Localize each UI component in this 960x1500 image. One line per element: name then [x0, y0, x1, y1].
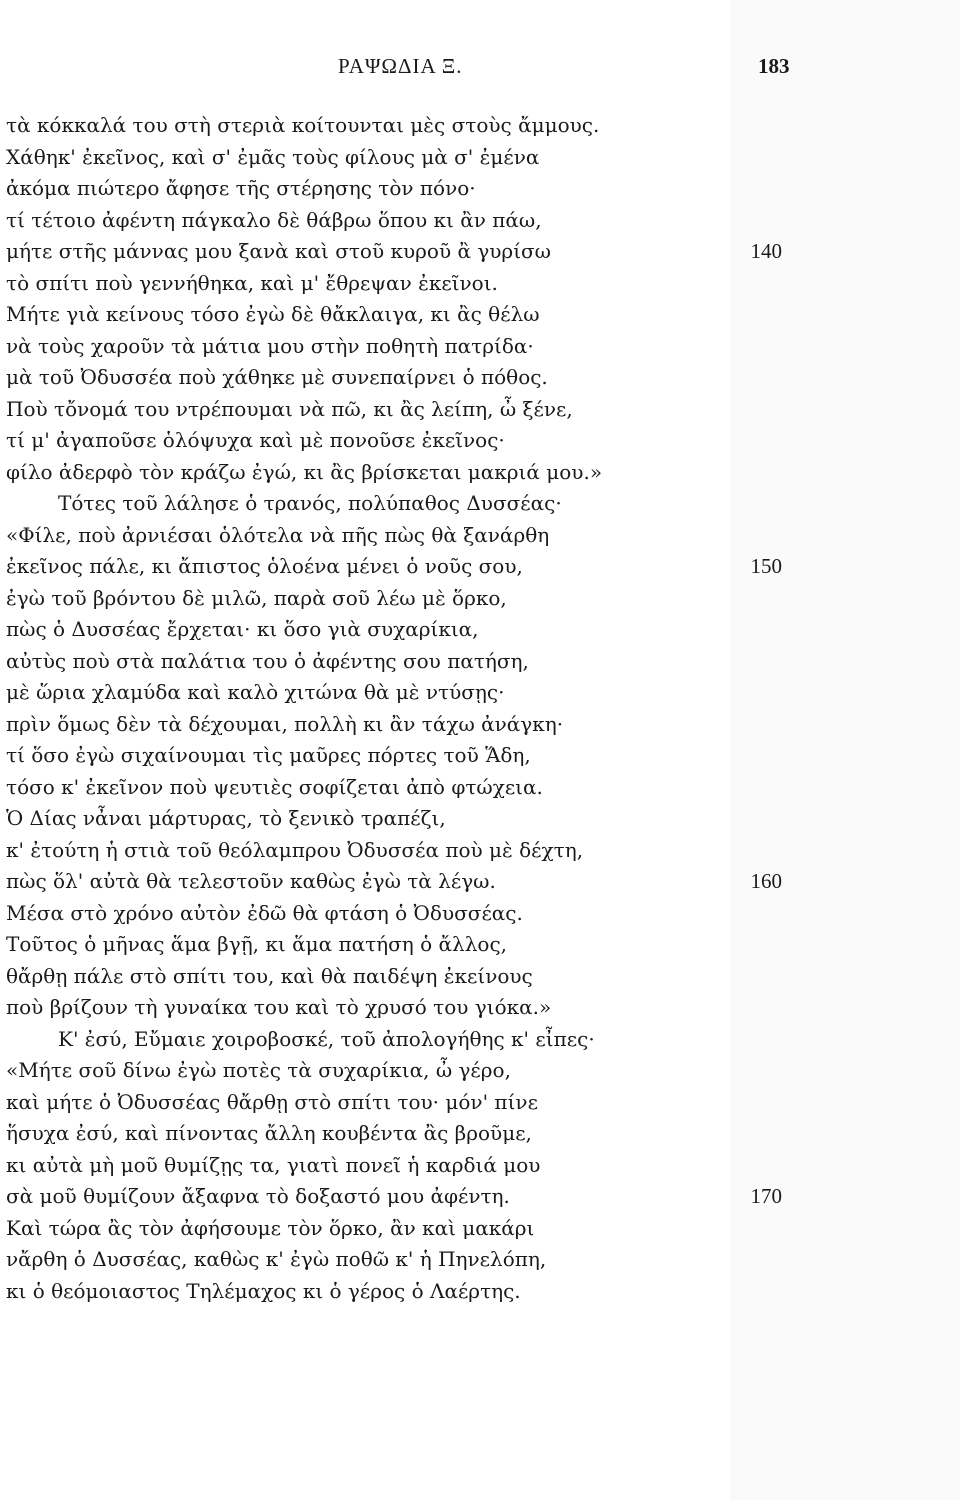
verse-text: φίλο ἀδερφὸ τὸν κράζω ἐγώ, κι ἂς βρίσκεται μακριά μου.»: [6, 459, 603, 484]
verse-text: τί μ' ἀγαποῦσε ὁλόψυχα καὶ μὲ πονοῦσε ἐκεῖνος·: [6, 428, 505, 452]
line-number: 160: [750, 869, 782, 893]
verse-line: [0, 614, 960, 646]
verse-text: τί ὅσο ἐγὼ σιχαίνουμαι τὶς μαῦρες πόρτες τοῦ Ἅδη,: [6, 743, 531, 767]
verse-text: καὶ μήτε ὁ Ὀδυσσέας θἄρθῃ στὸ σπίτι του· μόν' πίνε: [6, 1089, 538, 1114]
verse-text: Κ' ἐσύ, Εὔμαιε χοιροβοσκέ, τοῦ ἀπολογήθης κ' εἶπες·: [58, 1026, 595, 1051]
verse-line: [0, 236, 960, 268]
running-title: ΡΑΨΩΔΙΑ Ξ.: [338, 54, 463, 78]
verse-line: [0, 551, 960, 583]
verse-line: [0, 1024, 960, 1056]
verse-text: αὐτὺς ποὺ στὰ παλάτια του ὁ ἀφέντης σου πατήση,: [6, 648, 529, 673]
page-number: 183: [758, 54, 790, 78]
verse-line: [0, 740, 960, 772]
verse-line: [0, 205, 960, 237]
verse-text: σὰ μοῦ θυμίζουν ἄξαφνα τὸ δοξαστό μου ἀφέντη.: [6, 1184, 510, 1208]
verse-block: [0, 110, 960, 1307]
verse-line: [0, 1118, 960, 1150]
verse-line: [0, 488, 960, 520]
verse-text: τόσο κ' ἐκεῖνον ποὺ ψευτιὲς σοφίζεται ἀπὸ φτώχεια.: [6, 774, 543, 799]
verse-line: [0, 362, 960, 394]
verse-text: πὼς ὁ Δυσσέας ἔρχεται· κι ὅσο γιὰ συχαρίκια,: [6, 617, 479, 641]
verse-text: Ὁ Δίας νἆναι μάρτυρας, τὸ ξενικὸ τραπέζι,: [6, 806, 446, 830]
verse-text: ἐκεῖνος πάλε, κι ἄπιστος ὁλοένα μένει ὁ νοῦς σου,: [6, 554, 523, 578]
verse-text: ποὺ βρίζουν τὴ γυναίκα του καὶ τὸ χρυσό του γιόκα.»: [6, 995, 552, 1019]
verse-text: πρὶν ὅμως δὲν τὰ δέχουμαι, πολλὴ κι ἂν τάχω ἀνάγκη·: [6, 711, 564, 736]
verse-text: μὰ τοῦ Ὀδυσσέα ποὺ χάθηκε μὲ συνεπαίρνει ὁ πόθος.: [6, 365, 548, 389]
verse-text: Μήτε γιὰ κείνους τόσο ἐγὼ δὲ θἄκλαιγα, κι ἂς θέλω: [6, 302, 540, 326]
verse-line: [0, 268, 960, 300]
verse-text: νὰ τοὺς χαροῦν τὰ μάτια μου στὴν ποθητὴ πατρίδα·: [6, 333, 534, 358]
verse-line: [0, 835, 960, 867]
verse-text: νἄρθη ὁ Δυσσέας, καθὼς κ' ἐγὼ ποθῶ κ' ἡ Πηνελόπη,: [6, 1247, 547, 1271]
verse-line: [0, 992, 960, 1024]
verse-text: μήτε στῆς μάννας μου ξανὰ καὶ στοῦ κυροῦ ἂ γυρίσω: [6, 239, 551, 263]
verse-line: [0, 583, 960, 615]
line-number: 170: [750, 1184, 782, 1208]
verse-text: κι αὐτὰ μὴ μοῦ θυμίζῃς τα, γιατὶ πονεῖ ἡ καρδιά μου: [6, 1152, 541, 1177]
verse-line: [0, 898, 960, 930]
verse-line: [0, 1087, 960, 1119]
verse-line: [0, 520, 960, 552]
verse-line: [0, 110, 960, 142]
verse-line: [0, 803, 960, 835]
verse-text: «Φίλε, ποὺ ἀρνιέσαι ὁλότελα νὰ πῆς πὼς θὰ ξανάρθη: [6, 522, 550, 547]
line-number: 150: [750, 554, 782, 578]
verse-line: [0, 772, 960, 804]
verse-text: «Μήτε σοῦ δίνω ἐγὼ ποτὲς τὰ συχαρίκια, ὦ γέρο,: [6, 1058, 511, 1082]
verse-line: [0, 173, 960, 205]
verse-line: [0, 457, 960, 489]
verse-text: μὲ ὥρια χλαμύδα καὶ καλὸ χιτώνα θὰ μὲ ντύσῃς·: [6, 680, 505, 704]
page-header: [0, 52, 960, 92]
verse-text: τί τέτοιο ἀφέντη πάγκαλο δὲ θάβρω ὅπου κι ἂν πάω,: [6, 207, 542, 232]
verse-text: κι ὁ θεόμοιαστος Τηλέμαχος κι ὁ γέρος ὁ Λαέρτης.: [6, 1278, 521, 1303]
verse-line: [0, 1276, 960, 1308]
verse-text: τὸ σπίτι ποὺ γεννήθηκα, καὶ μ' ἔθρεψαν ἐκεῖνοι.: [6, 270, 498, 295]
verse-line: [0, 677, 960, 709]
line-number: 140: [750, 239, 782, 263]
verse-line: [0, 394, 960, 426]
verse-line: [0, 1055, 960, 1087]
verse-text: τὰ κόκκαλά του στὴ στεριὰ κοίτουνται μὲς στοὺς ἄμμους.: [6, 113, 600, 137]
verse-line: [0, 709, 960, 741]
verse-line: [0, 331, 960, 363]
verse-line: [0, 1213, 960, 1245]
verse-line: [0, 961, 960, 993]
verse-text: Ποὺ τὄνομά του ντρέπουμαι νὰ πῶ, κι ἂς λείπη, ὦ ξένε,: [6, 396, 573, 421]
verse-line: [0, 142, 960, 174]
verse-text: πὼς ὅλ' αὐτὰ θὰ τελεστοῦν καθὼς ἐγὼ τὰ λέγω.: [6, 869, 496, 893]
verse-line: [0, 866, 960, 898]
verse-text: Καὶ τώρα ἂς τὸν ἀφήσουμε τὸν ὅρκο, ἂν καὶ μακάρι: [6, 1215, 535, 1240]
verse-line: [0, 929, 960, 961]
verse-text: κ' ἐτούτη ἡ στιὰ τοῦ θεόλαμπρου Ὀδυσσέα ποὺ μὲ δέχτη,: [6, 837, 584, 862]
verse-text: ἥσυχα ἐσύ, καὶ πίνοντας ἄλλη κουβέντα ἂς βροῦμε,: [6, 1121, 532, 1145]
verse-text: Χάθηκ' ἐκεῖνος, καὶ σ' ἐμᾶς τοὺς φίλους μὰ σ' ἐμένα: [6, 144, 540, 169]
verse-text: Μέσα στὸ χρόνο αὐτὸν ἐδῶ θὰ φτάση ὁ Ὀδυσσέας.: [6, 900, 523, 925]
verse-line: [0, 299, 960, 331]
verse-text: ἐγὼ τοῦ βρόντου δὲ μιλῶ, παρὰ σοῦ λέω μὲ ὅρκο,: [6, 585, 507, 610]
verse-line: [0, 1181, 960, 1213]
verse-line: [0, 1150, 960, 1182]
verse-line: [0, 1244, 960, 1276]
verse-line: [0, 425, 960, 457]
verse-text: θἄρθῃ πάλε στὸ σπίτι του, καὶ θὰ παιδέψη ἐκείνους: [6, 963, 533, 988]
verse-text: Τότες τοῦ λάλησε ὁ τρανός, πολύπαθος Δυσσέας·: [58, 491, 562, 515]
verse-line: [0, 646, 960, 678]
verse-text: Τοῦτος ὁ μῆνας ἅμα βγῇ, κι ἅμα πατήση ὁ ἄλλος,: [6, 932, 507, 956]
verse-text: ἀκόμα πιώτερο ἄφησε τῆς στέρησης τὸν πόνο·: [6, 176, 476, 200]
